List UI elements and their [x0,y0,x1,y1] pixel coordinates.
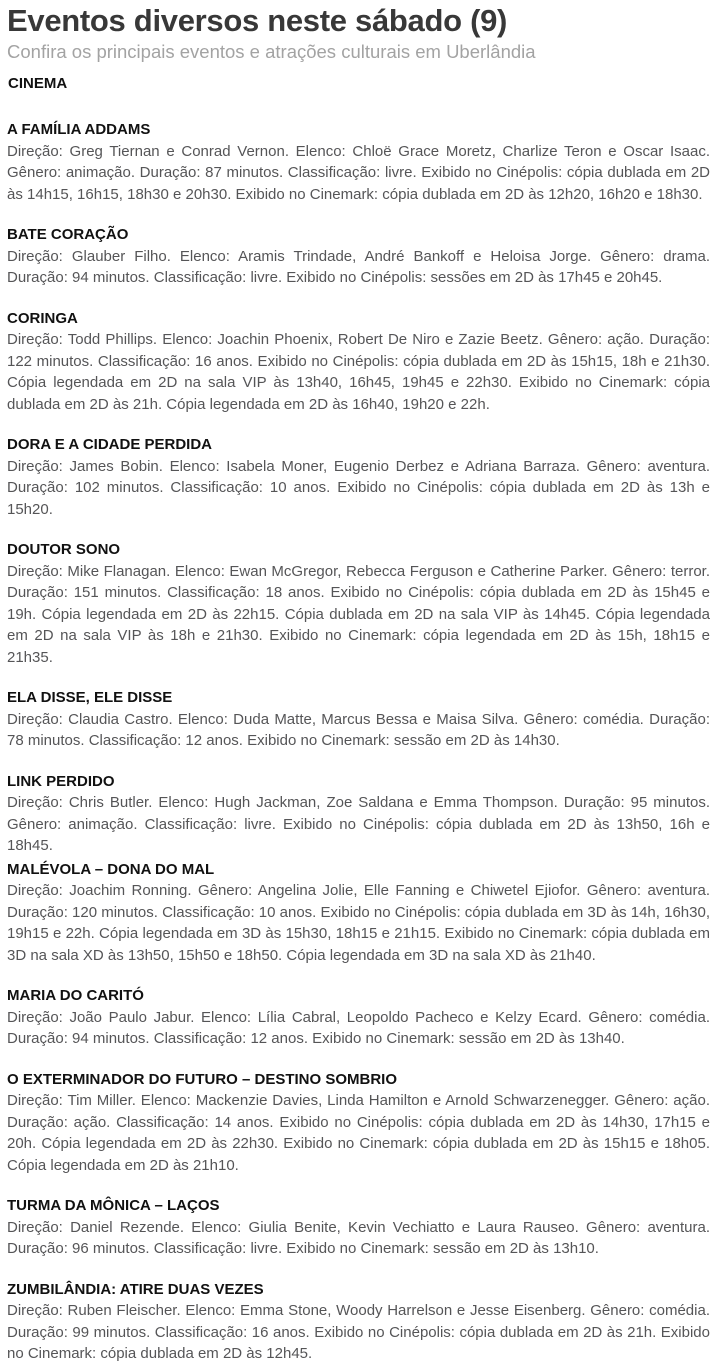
movie-title: ZUMBILÂNDIA: ATIRE DUAS VEZES [7,1280,264,1298]
movie-title: DORA E A CIDADE PERDIDA [7,436,213,453]
movie-details: Direção: Glauber Filho. Elenco: Aramis Trindade, André Bankoff e Heloisa Jorge. Gênero: drama. Duração: 94 minutos. Classificação: livre. Exibido no Cinépolis: sessões em 2D às 17h45 e 20h45. [7,247,710,286]
movie-details: Direção: João Paulo Jabur. Elenco: Lília Cabral, Leopoldo Pacheco e Kelzy Ecard. Gênero: comédia. Duração: 94 minutos. Classificação: 12 anos. Exibido no Cinemark: sessão em 2D às 13h40. [7,1008,710,1047]
movie-details: Direção: Greg Tiernan e Conrad Vernon. Elenco: Chloë Grace Moretz, Charlize Teron e Oscar Isaac. Gênero: animação. Duração: 87 minutos. Classificação: livre. Exibido no Cinépolis: cópia dublada em 2D às 14h15, 16h15, 18h30 e 20h30. Exibido no Cinemark: cópia dublada em 2D às 12h20, 16h20 e 18h30. [7,142,710,203]
movie-entry [7,1069,710,1177]
movie-entry [7,985,710,1050]
movie-entry [7,308,710,416]
page-title: Eventos diversos neste sábado (9) [7,3,508,38]
movie-title: CORINGA [7,309,78,327]
movie-details: Direção: Chris Butler. Elenco: Hugh Jackman, Zoe Saldana e Emma Thompson. Duração: 95 minutos. Gênero: animação. Classificação: livre. Exibido no Cinépolis: cópia dublada em 2D às 13h50, 16h e 18h45. [7,794,710,854]
movie-details: Direção: Ruben Fleischer. Elenco: Emma Stone, Woody Harrelson e Jesse Eisenberg. Gênero: comédia. Duração: 99 minutos. Classificação: 16 anos. Exibido no Cinépolis: cópia dublada em 2D às 21h. Exibido no Cinemark: cópia dublada em 2D às 12h45. [7,1302,710,1362]
movie-entry [7,859,710,967]
movie-entry [7,224,710,289]
movie-title: DOUTOR SONO [7,541,121,558]
movie-details: Direção: Tim Miller. Elenco: Mackenzie Davies, Linda Hamilton e Arnold Schwarzenegger. Gênero: ação. Duração: ação. Classificação: 14 anos. Exibido no Cinépolis: cópia dublada em 2D às 14h30, 17h15 e 20h. Cópia legendada em 2D às 22h30. Exibido no Cinemark: cópia dublada em 2D às 15h15 e 18h05. Cópia legendada em 2D às 21h10. [7,1092,710,1174]
movie-title: A FAMÍLIA ADDAMS [7,121,151,138]
movie-details: Direção: James Bobin. Elenco: Isabela Moner, Eugenio Derbez e Adriana Barraza. Gênero: aventura. Duração: 102 minutos. Classificação: 10 anos. Exibido no Cinépolis: cópia dublada em 2D às 13h e 15h20. [7,457,710,518]
movie-details: Direção: Mike Flanagan. Elenco: Ewan McGregor, Rebecca Ferguson e Catherine Parker. Gênero: terror. Duração: 151 minutos. Classificação: 18 anos. Exibido no Cinépolis: cópia dublada em 2D às 15h45 e 19h. Cópia legendada em 2D às 22h15. Cópia dublada em 2D na sala VIP às 14h45. Cópia legendada em 2D na sala VIP às 18h e 21h30. Exibido no Cinemark: cópia legendada em 2D às 15h, 18h15 e 21h35. [7,562,710,666]
page-subtitle: Confira os principais eventos e atrações culturais em Uberlândia [7,41,536,62]
movie-title: TURMA DA MÔNICA – LAÇOS [7,1197,220,1214]
movie-title: LINK PERDIDO [7,772,115,790]
movie-entry [7,539,710,668]
movie-title: MARIA DO CARITÓ [7,987,144,1004]
section-header-cinema: CINEMA [8,75,68,92]
movie-entry [7,1195,710,1260]
movie-entry [7,771,710,857]
movie-entry [7,1279,710,1365]
movie-title: MALÉVOLA – DONA DO MAL [7,860,215,878]
movie-details: Direção: Daniel Rezende. Elenco: Giulia Benite, Kevin Vechiatto e Laura Rauseo. Gênero: aventura. Duração: 96 minutos. Classificação: livre. Exibido no Cinemark: sessão em 2D às 13h10. [7,1218,710,1257]
movie-title: O EXTERMINADOR DO FUTURO – DESTINO SOMBRIO [7,1070,398,1088]
movie-title: ELA DISSE, ELE DISSE [7,689,173,706]
movie-list [7,119,710,1365]
movie-details: Direção: Claudia Castro. Elenco: Duda Matte, Marcus Bessa e Maisa Silva. Gênero: comédia. Duração: 78 minutos. Classificação: 12 anos. Exibido no Cinemark: sessão em 2D às 14h30. [7,710,710,749]
movie-entry [7,119,710,205]
movie-details: Direção: Joachim Ronning. Gênero: Angelina Jolie, Elle Fanning e Chiwetel Ejiofor. Gênero: aventura. Duração: 120 minutos. Classificação: 10 anos. Exibido no Cinépolis: cópia dublada em 3D às 14h, 16h30, 19h15 e 22h. Cópia legendada em 3D às 15h30, 18h15 e 21h15. Exibido no Cinemark: cópia dublada em 3D na sala XD às 13h50, 15h50 e 18h50. Cópia legendada em 3D na sala XD às 21h40. [7,882,710,964]
movie-details: Direção: Todd Phillips. Elenco: Joachin Phoenix, Robert De Niro e Zazie Beetz. Gênero: ação. Duração: 122 minutos. Classificação: 16 anos. Exibido no Cinépolis: cópia dublada em 2D às 15h15, 18h e 21h30. Cópia legendada em 2D na sala VIP às 13h40, 16h45, 19h45 e 22h30. Exibido no Cinemark: cópia dublada em 2D às 21h. Cópia legendada em 2D às 16h40, 19h20 e 22h. [7,331,710,413]
movie-title: BATE CORAÇÃO [7,226,129,243]
movie-entry [7,687,710,752]
movie-entry [7,434,710,520]
